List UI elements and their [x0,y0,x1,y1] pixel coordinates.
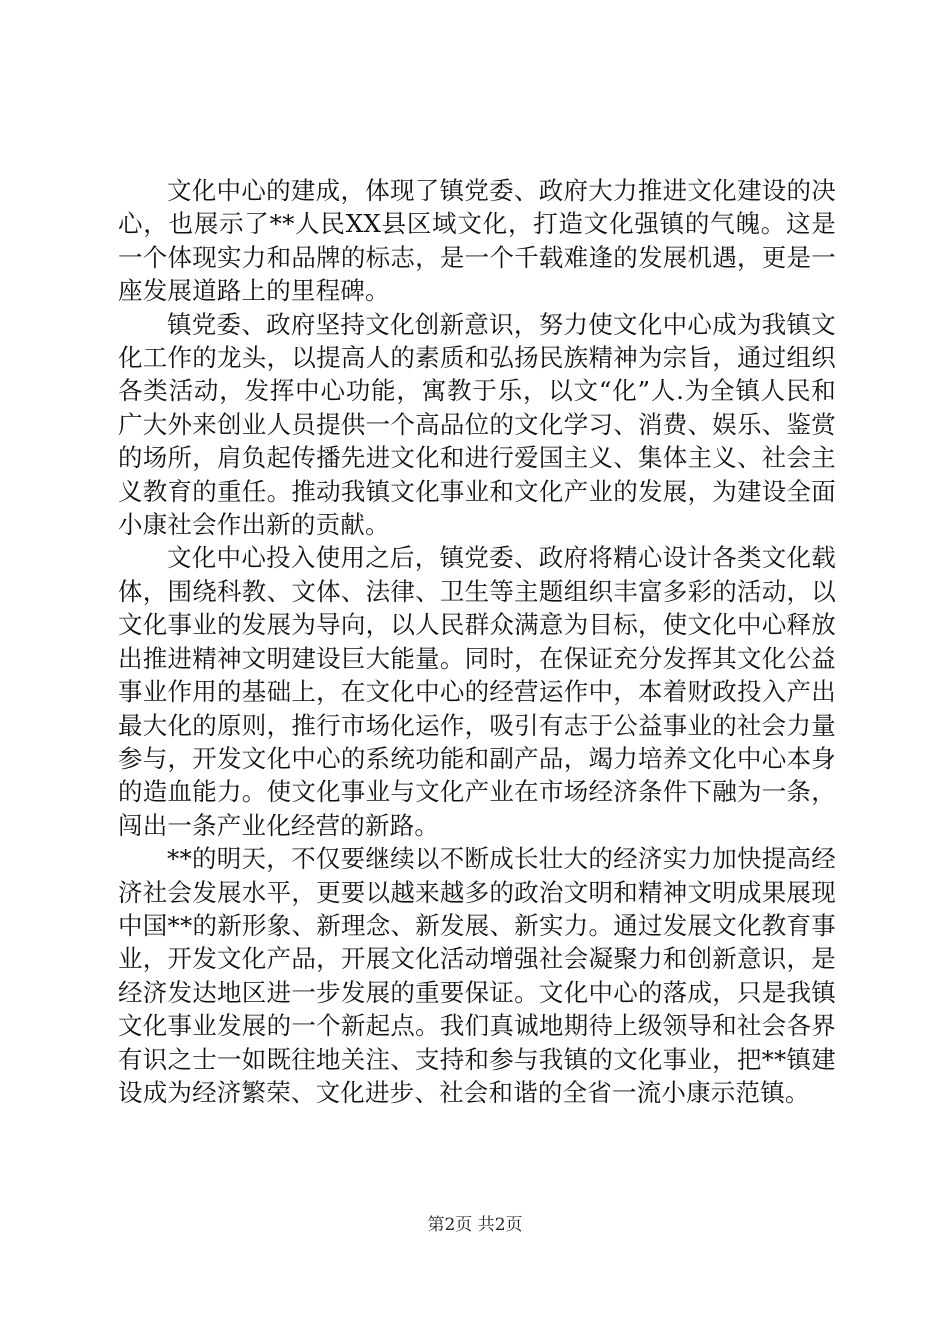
document-body [118,174,836,1109]
page-number-footer: 第2页 共2页 [427,1215,523,1235]
paragraph-4: **的明天，不仅要继续以不断成长壮大的经济实力加快提高经济社会发展水平，更要以越来越多的政治文明和精神文明成果展现中国**的新形象、新理念、新发展、新实力。通过发展文化教育事业，开发文化产品，开展文化活动增强社会凝聚力和创新意识，是经济发达地区进一步发展的重要保证。文化中心的落成，只是我镇文化事业发展的一个新起点。我们真诚地期待上级领导和社会各界有识之士一如既往地关注、支持和参与我镇的文化事业，把**镇建设成为经济繁荣、文化进步、社会和谐的全省一流小康示范镇。 [118,844,836,1107]
paragraph-3: 文化中心投入使用之后，镇党委、政府将精心设计各类文化载体，围绕科教、文体、法律、卫生等主题组织丰富多彩的活动，以文化事业的发展为导向，以人民群众满意为目标，使文化中心释放出推进精神文明建设巨大能量。同时，在保证充分发挥其文化公益事业作用的基础上，在文化中心的经营运作中，本着财政投入产出最大化的原则，推行市场化运作，吸引有志于公益事业的社会力量参与，开发文化中心的系统功能和副产品，竭力培养文化中心本身的造血能力。使文化事业与文化产业在市场经济条件下融为一条，闯出一条产业化经营的新路。 [118,543,836,840]
paragraph-1: 文化中心的建成，体现了镇党委、政府大力推进文化建设的决心，也展示了**人民XX县区域文化，打造文化强镇的气魄。这是一个体现实力和品牌的标志，是一个千载难逢的发展机遇，更是一座发展道路上的里程碑。 [118,176,836,306]
paragraph-2: 镇党委、政府坚持文化创新意识，努力使文化中心成为我镇文化工作的龙头，以提高人的素质和弘扬民族精神为宗旨，通过组织各类活动，发挥中心功能，寓教于乐，以文“化”人.为全镇人民和广大外来创业人员提供一个高品位的文化学习、消费、娱乐、鉴赏的场所，肩负起传播先进文化和进行爱国主义、集体主义、社会主义教育的重任。推动我镇文化事业和文化产业的发展，为建设全面小康社会作出新的贡献。 [118,309,836,540]
